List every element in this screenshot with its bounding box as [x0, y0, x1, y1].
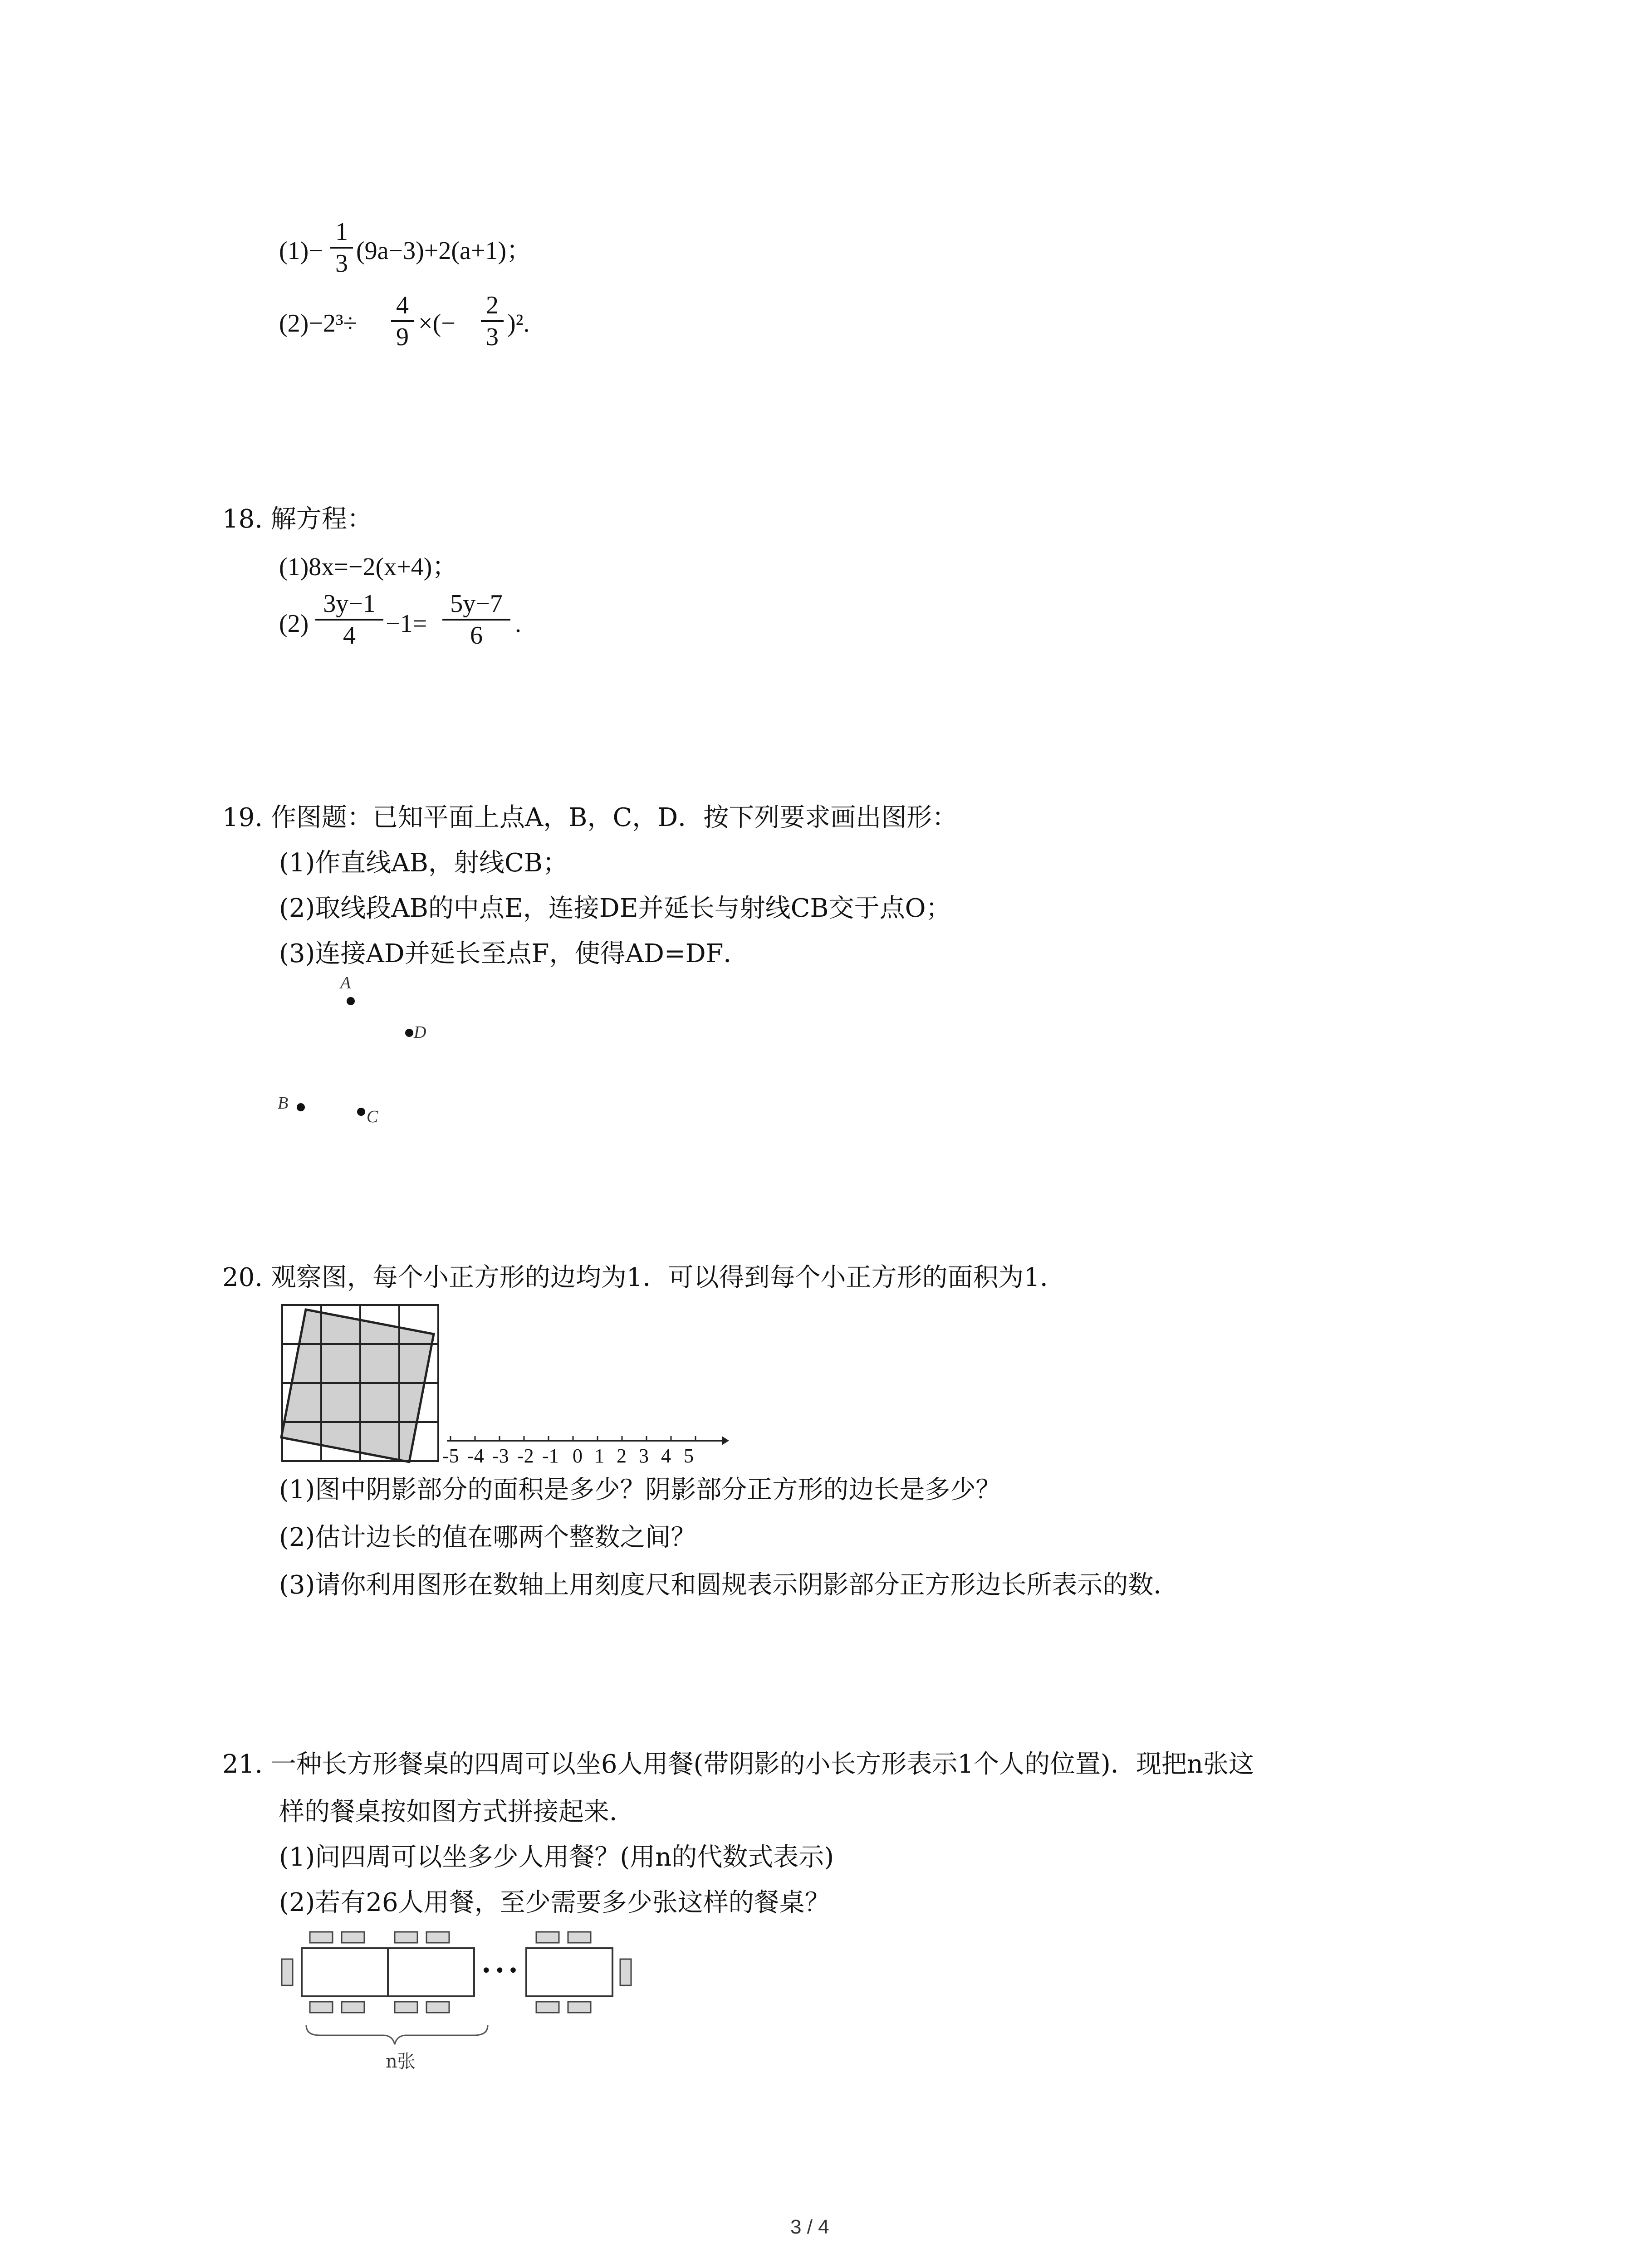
q19-title: 19. 作图题：已知平面上点A，B，C，D．按下列要求画出图形：: [222, 803, 958, 832]
brace: [306, 2025, 488, 2044]
number-line: [447, 1424, 728, 1447]
table-arrangement-figure: [279, 1930, 642, 2066]
fraction-numerator: 3y−1: [323, 590, 376, 618]
q17-part2-rest: )².: [507, 309, 530, 337]
fraction-denominator: 3: [335, 249, 348, 278]
seat: [426, 2002, 449, 2013]
q17-part2-prefix: (2)−2³÷: [279, 309, 358, 337]
axis-label: 5: [684, 1445, 694, 1467]
table-n: [526, 1948, 612, 1996]
q20-part2: (2)估计边长的值在哪两个整数之间？: [279, 1523, 696, 1552]
seat: [395, 2002, 417, 2013]
seat: [620, 1959, 631, 1985]
q18-part1: (1)8x=−2(x+4)；: [279, 553, 458, 581]
seat: [568, 2002, 591, 2013]
axis-label: 3: [639, 1445, 649, 1467]
fraction-numerator: 4: [396, 291, 409, 319]
seat: [342, 1932, 364, 1943]
axis-label: -1: [542, 1445, 559, 1467]
point-a: [347, 997, 355, 1005]
seat: [310, 1932, 333, 1943]
number-line-arrow-icon: [722, 1436, 729, 1445]
seat: [568, 1932, 591, 1943]
q17-part1-fraction: [330, 217, 353, 279]
seat: [342, 2002, 364, 2013]
q18-part2-rest: .: [515, 610, 521, 638]
axis-label: -2: [517, 1445, 534, 1467]
fraction-denominator: 3: [486, 323, 499, 351]
fraction-numerator: 5y−7: [450, 590, 503, 618]
ellipsis-dots: •••: [481, 1960, 521, 1981]
number-line-labels: [442, 1445, 724, 1467]
q18-part2-prefix: (2): [279, 610, 309, 638]
seat: [310, 2002, 333, 2013]
shaded-square: [281, 1310, 434, 1462]
q18-part2-mid: −1=: [386, 610, 427, 638]
page-number: 3 / 4: [790, 2216, 829, 2238]
q17-part2-fraction2: [481, 290, 504, 352]
axis-label: 2: [617, 1445, 627, 1467]
table-2: [388, 1948, 474, 1996]
point-c-label: C: [367, 1107, 378, 1126]
axis-label: -4: [467, 1445, 484, 1467]
point-b: [297, 1103, 305, 1111]
axis-label: 4: [661, 1445, 671, 1467]
q17-part2-fraction1: [391, 290, 414, 352]
point-d: [405, 1029, 413, 1037]
seat: [426, 1932, 449, 1943]
q21-line2: 样的餐桌按如图方式拼接起来．: [279, 1797, 635, 1827]
q17-part2-mid: ×(−: [418, 309, 456, 337]
point-c: [357, 1108, 365, 1116]
point-b-label: B: [278, 1094, 289, 1113]
fraction-numerator: 2: [486, 291, 499, 319]
q20-title: 20. 观察图，每个小正方形的边均为1．可以得到每个小正方形的面积为1．: [222, 1263, 1066, 1292]
axis-label: 0: [573, 1445, 583, 1467]
seat: [395, 1932, 417, 1943]
q20-part1: (1)图中阴影部分的面积是多少？阴影部分正方形的边长是多少？: [279, 1475, 1001, 1505]
fraction-denominator: 9: [396, 323, 409, 351]
axis-label: -5: [442, 1445, 459, 1467]
fraction-denominator: 4: [343, 621, 356, 650]
q18-part2-fraction2: [442, 589, 510, 650]
table-1: [302, 1948, 388, 1996]
q21-line1: 21. 一种长方形餐桌的四周可以坐6人用餐(带阴影的小长方形表示1个人的位置)．现把n张这: [222, 1750, 1254, 1779]
fraction-denominator: 6: [470, 621, 483, 650]
fraction-numerator: 1: [335, 218, 348, 246]
point-a-label: A: [340, 973, 351, 992]
axis-label: -3: [492, 1445, 509, 1467]
square-grid-figure: [281, 1304, 440, 1463]
q19-part1: (1)作直线AB，射线CB；: [279, 848, 568, 878]
seat: [536, 1932, 559, 1943]
axis-label: 1: [594, 1445, 604, 1467]
q18-title: 18. 解方程：: [222, 504, 372, 534]
q17-part1-prefix: (1)−: [279, 237, 323, 265]
q21-part2: (2)若有26人用餐，至少需要多少张这样的餐桌？: [279, 1888, 830, 1917]
seat: [536, 2002, 559, 2013]
point-d-label: D: [414, 1023, 426, 1042]
q20-part3: (3)请你利用图形在数轴上用刻度尺和圆规表示阴影部分正方形边长所表示的数．: [279, 1570, 1179, 1600]
seat: [282, 1959, 293, 1985]
q18-part2-fraction1: [315, 589, 383, 650]
q21-part1: (1)问四周可以坐多少人用餐？(用n的代数式表示): [279, 1843, 834, 1872]
q19-part2: (2)取线段AB的中点E，连接DE并延长与射线CB交于点O；: [279, 894, 951, 923]
brace-label: n张: [386, 2051, 416, 2072]
q19-part3: (3)连接AD并延长至点F，使得AD=DF．: [279, 939, 749, 968]
q17-part1-rest: (9a−3)+2(a+1)；: [356, 237, 532, 265]
